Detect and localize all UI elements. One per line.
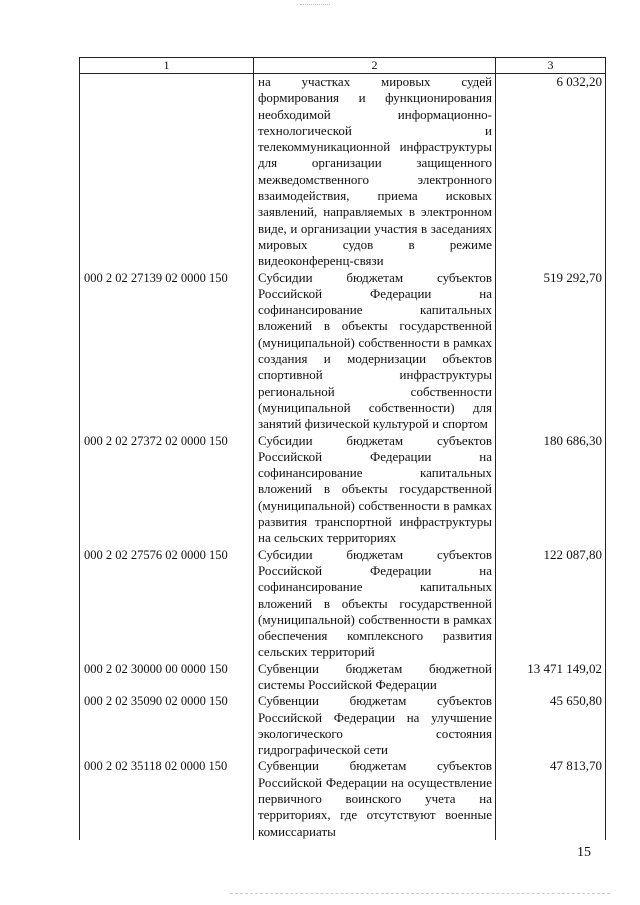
- row-amount: 6 032,20: [496, 74, 606, 270]
- row-description: Субсидии бюджетам субъектов Российской Федерации на софинансирование капитальных вложений в объекты государственной (муниципальной) собственности в рамках развития транспортной инфраструктуры на сельских территориях: [254, 433, 496, 547]
- row-code: 000 2 02 35090 02 0000 150: [80, 693, 254, 758]
- table-row: [80, 758, 606, 839]
- column-header-code: 1: [80, 58, 254, 74]
- table-header-row: [80, 58, 606, 74]
- row-amount: 47 813,70: [496, 758, 606, 839]
- row-amount: 180 686,30: [496, 433, 606, 547]
- table-row: [80, 661, 606, 694]
- row-description: Субсидии бюджетам субъектов Российской Федерации на софинансирование капитальных вложений в объекты государственной (муниципальной) собственности в рамках создания и модернизации объектов спортивной инфраструктуры региональной собственности (муниципальной собственности) для занятий физической культурой и спортом: [254, 270, 496, 433]
- page-number: 15: [577, 845, 591, 860]
- budget-revenue-table: [79, 57, 606, 840]
- scan-artifact: [300, 4, 330, 7]
- row-amount: 13 471 149,02: [496, 661, 606, 694]
- row-amount: 519 292,70: [496, 270, 606, 433]
- table-row: [80, 270, 606, 433]
- row-amount: 122 087,80: [496, 547, 606, 661]
- table-row: [80, 74, 606, 270]
- column-header-description: 2: [254, 58, 496, 74]
- row-code: 000 2 02 27576 02 0000 150: [80, 547, 254, 661]
- row-description: Субсидии бюджетам субъектов Российской Федерации на софинансирование капитальных вложений в объекты государственной (муниципальной) собственности в рамках обеспечения комплексного развития сельских территорий: [254, 547, 496, 661]
- scan-artifact: [230, 893, 610, 896]
- row-code: 000 2 02 35118 02 0000 150: [80, 758, 254, 839]
- table-row: [80, 433, 606, 547]
- row-code: 000 2 02 27372 02 0000 150: [80, 433, 254, 547]
- row-description: Субвенции бюджетам субъектов Российской Федерации на осуществление первичного воинского учета на территориях, где отсутствуют военные комиссариаты: [254, 758, 496, 839]
- row-description: Субвенции бюджетам бюджетной системы Российской Федерации: [254, 661, 496, 694]
- row-amount: 45 650,80: [496, 693, 606, 758]
- row-code: 000 2 02 27139 02 0000 150: [80, 270, 254, 433]
- row-code: [80, 74, 254, 270]
- table-row: [80, 693, 606, 758]
- row-description: на участках мировых судей формирования и функционирования необходимой информационно-технологической и телекоммуникационной инфраструктуры для организации защищенного межведомственного электронного взаимодействия, приема исковых заявлений, направляемых в электронном виде, и организации участия в заседаниях мировых судов в режиме видеоконференц-связи: [254, 74, 496, 270]
- row-description: Субвенции бюджетам субъектов Российской Федерации на улучшение экологического состояния гидрографической сети: [254, 693, 496, 758]
- row-code: 000 2 02 30000 00 0000 150: [80, 661, 254, 694]
- column-header-amount: 3: [496, 58, 606, 74]
- table-row: [80, 547, 606, 661]
